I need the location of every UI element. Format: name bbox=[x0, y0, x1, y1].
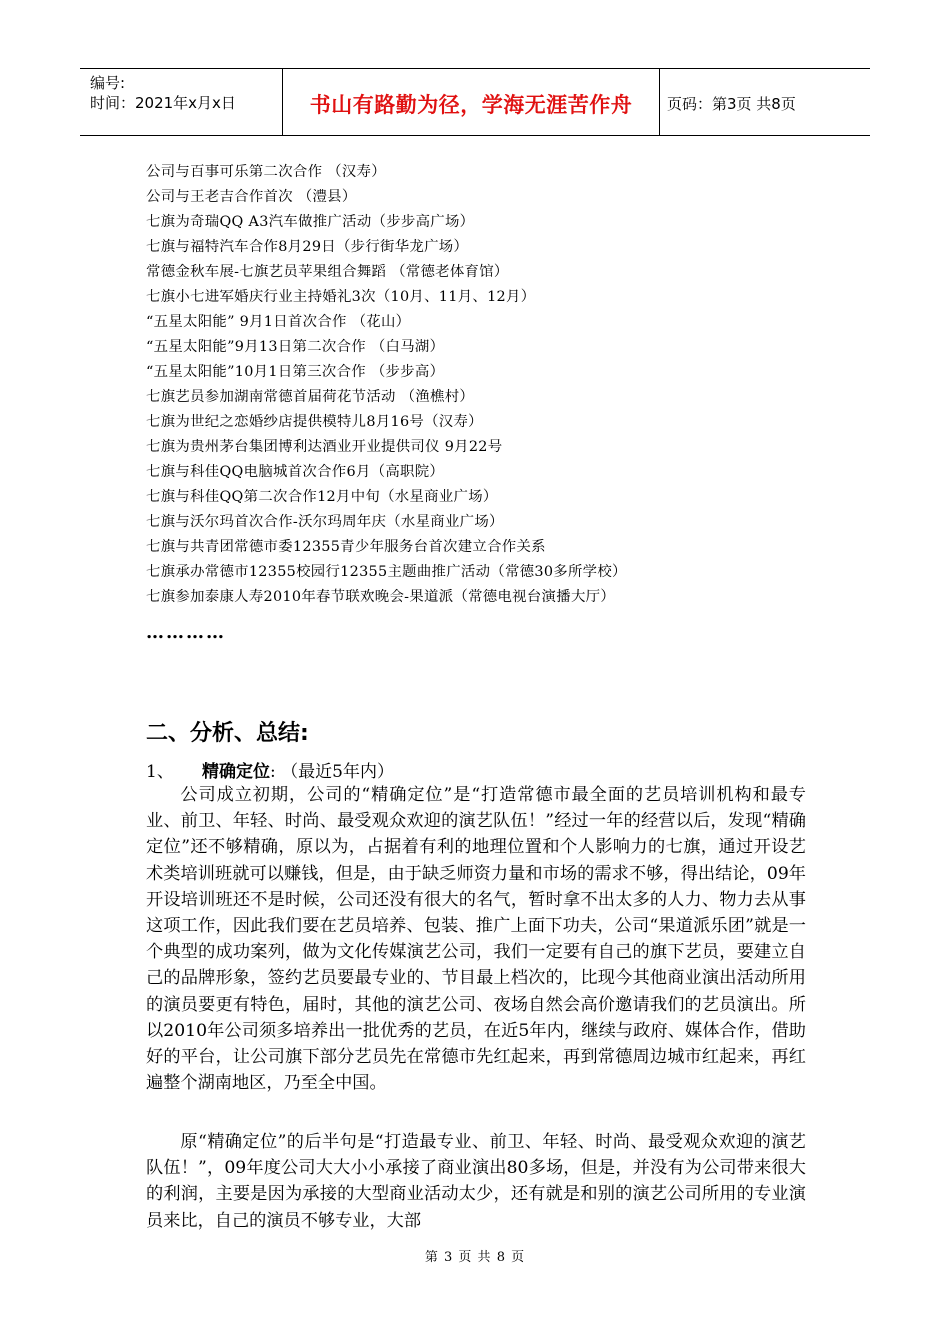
page-header bbox=[80, 68, 870, 136]
event-list bbox=[146, 160, 627, 610]
list-item: 公司与王老吉合作首次 （澧县） bbox=[146, 189, 357, 205]
page-info: 页码：第3页 共8页 bbox=[667, 95, 796, 113]
list-item: 七旗与科佳QQ第二次合作12月中旬（水星商业广场） bbox=[146, 489, 498, 505]
page-footer: 第 3 页 共 8 页 bbox=[424, 1250, 526, 1265]
list-item: “五星太阳能”10月1日第三次合作 （步步高） bbox=[146, 364, 445, 380]
motto-text: 书山有路勤为径，学海无涯苦作舟 bbox=[309, 93, 633, 117]
list-item: 七旗艺员参加湖南常德首届荷花节活动 （渔樵村） bbox=[146, 389, 475, 405]
list-item: 常德金秋车展-七旗艺员苹果组合舞蹈 （常德老体育馆） bbox=[146, 264, 509, 280]
list-item: 七旗参加泰康人寿2010年春节联欢晚会-果道派（常德电视台演播大厅） bbox=[146, 589, 616, 605]
subheading-title: 精确定位 bbox=[202, 762, 270, 782]
list-item: 七旗与福特汽车合作8月29日（步行街华龙广场） bbox=[146, 239, 469, 255]
body-paragraph: 原“精确定位”的后半句是“打造最专业、前卫、年轻、时尚、最受观众欢迎的演艺队伍！”，09年度公司大大小小承接了商业演出80多场，但是，并没有为公司带来很大的利润，主要是因为承接的大型商业活动太少，还有就是和别的演艺公司所用的专业演员来比，自己的演员不够专业，大部 bbox=[146, 1132, 806, 1231]
list-item: 七旗与共青团常德市委12355青少年服务台首次建立合作关系 bbox=[146, 539, 546, 555]
list-item: 七旗为奇瑞QQ A3汽车做推广活动（步步高广场） bbox=[146, 214, 475, 230]
list-item: 七旗与沃尔玛首次合作-沃尔玛周年庆（水星商业广场） bbox=[146, 514, 504, 530]
subheading-number: 1、 bbox=[146, 762, 174, 782]
time-label: 时间：2021年x月x日 bbox=[90, 94, 236, 112]
list-item: 七旗与科佳QQ电脑城首次合作6月（高职院） bbox=[146, 464, 445, 480]
list-item: 七旗为世纪之恋婚纱店提供模特儿8月16号（汉寿） bbox=[146, 414, 483, 430]
section-heading: 二、分析、总结: bbox=[146, 721, 309, 746]
list-item: 七旗小七进军婚庆行业主持婚礼3次（10月、11月、12月） bbox=[146, 289, 536, 305]
header-page-cell bbox=[659, 69, 870, 135]
ellipsis: ………… bbox=[146, 622, 226, 643]
body-paragraph: 公司成立初期，公司的“精确定位”是“打造常德市最全面的艺员培训机构和最专业、前卫、年轻、时尚、最受观众欢迎的演艺队伍！”经过一年的经营以后，发现“精确定位”还不够精确，原以为，占据着有利的地理位置和个人影响力的七旗，通过开设艺术类培训班就可以赚钱，但是，由于缺乏师资力量和市场的需求不够，得出结论，09年开设培训班还不是时候，公司还没有很大的名气，暂时拿不出太多的人力、物力去从事这项工作，因此我们要在艺员培养、包装、推广上面下功夫，公司“果道派乐团”就是一个典型的成功案列，做为文化传媒演艺公司，我们一定要有自己的旗下艺员，要建立自己的品牌形象，签约艺员要最专业的、节目最上档次的，比现今其他商业演出活动所用的演员要更有特色，届时，其他的演艺公司、夜场自然会高价邀请我们的艺员演出。所以2010年公司须多培养出一批优秀的艺员，在近5年内，继续与政府、媒体合作，借助好的平台，让公司旗下部分艺员先在常德市先红起来，再到常德周边城市红起来，再红遍整个湖南地区，乃至全中国。 bbox=[146, 785, 806, 1094]
list-item: 公司与百事可乐第二次合作 （汉寿） bbox=[146, 164, 386, 180]
number-label: 编号: bbox=[90, 74, 126, 92]
subheading bbox=[146, 757, 394, 782]
header-motto-cell bbox=[282, 69, 660, 135]
subheading-note: : （最近5年内） bbox=[270, 762, 394, 782]
list-item: 七旗承办常德市12355校园行12355主题曲推广活动（常德30多所学校） bbox=[146, 564, 627, 580]
list-item: “五星太阳能”9月13日第二次合作 （白马湖） bbox=[146, 339, 445, 355]
header-meta-cell bbox=[80, 69, 282, 135]
list-item: “五星太阳能” 9月1日首次合作 （花山） bbox=[146, 314, 411, 330]
list-item: 七旗为贵州茅台集团博利达酒业开业提供司仪 9月22号 bbox=[146, 439, 503, 455]
